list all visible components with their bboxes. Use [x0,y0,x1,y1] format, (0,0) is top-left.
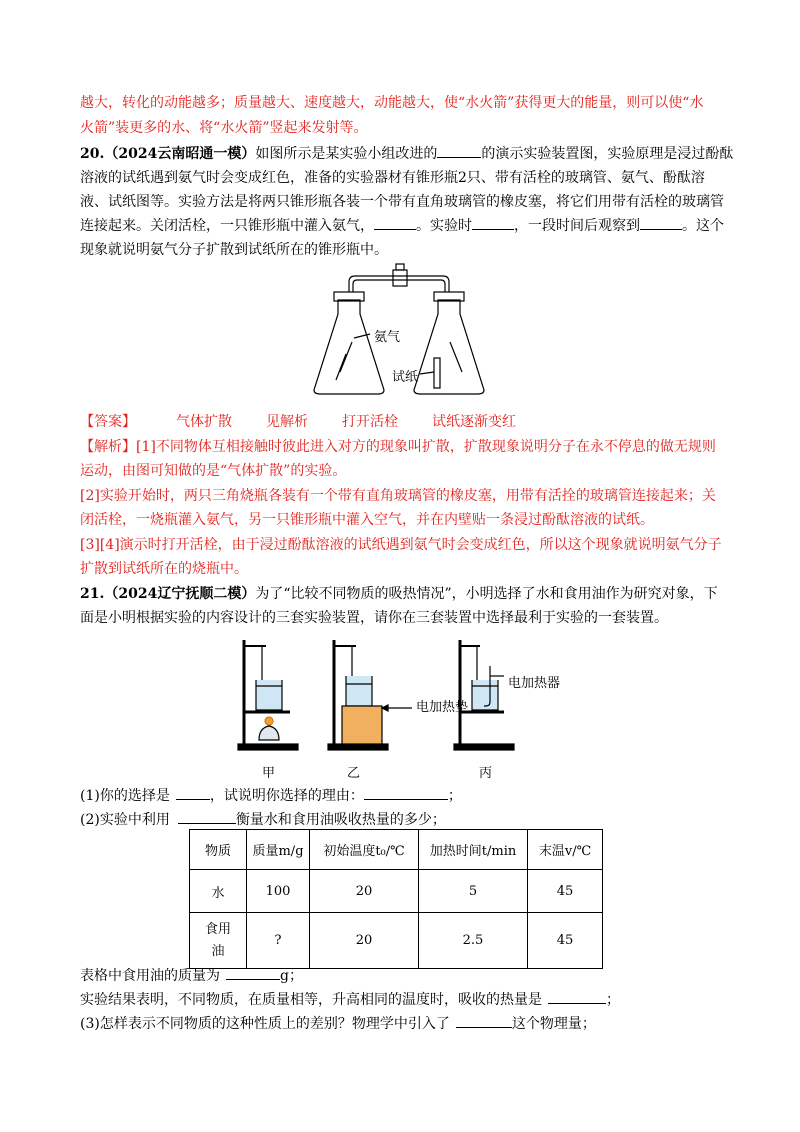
q20-blank-1[interactable] [437,143,481,158]
q20-analysis-line-2: 运动，由图可知做的是“气体扩散”的实验。 [80,463,347,479]
q20-analysis-line-1 [80,436,720,458]
q21-blank-reason[interactable] [364,785,448,800]
q21-number: 21. [80,586,105,602]
label-jia: 甲 [262,766,276,781]
table-header: 物质 [190,830,247,870]
data-table [189,829,603,969]
table-cell: 20 [310,913,419,969]
table-header-row [190,830,603,870]
q20-text: 如图所示是某实验小组改进的 [255,146,438,162]
table-cell: 食用油 [190,913,247,969]
setup-jia [238,640,298,750]
q21-blank-choice[interactable] [176,785,210,800]
q20-text: 的演示实验装置图，实验原理是浸过酚酞 [481,146,734,162]
prev-answer-line-2: 火箭”装更多的水、将“水火箭”竖起来发射等。 [80,120,368,136]
q20-analysis-line-3: [2]实验开始时，两只三角烧瓶各装有一个带有直角玻璃管的橡皮塞，用带有活拴的玻璃管连接起来；关 [80,488,716,504]
q20-analysis-line-6: 扩散到试纸所在的烧瓶中。 [80,561,248,577]
q20-text: 。这个 [682,218,724,234]
q21-text: ； [606,992,620,1008]
q21-blank-oil-mass[interactable] [226,965,280,980]
table-cell: 100 [247,870,310,913]
q21-text: 为了“比较不同物质的吸热情况”，小明选择了水和食用油作为研究对象，下 [255,586,718,602]
q20-line-2: 溶液的试纸遇到氨气时会变成红色，准备的实验器材有锥形瓶2只、带有活栓的玻璃管、氨气、酚酞溶 [80,170,705,186]
q21-text: (3)怎样表示不同物质的这种性质上的差别？物理学中引入了 [80,1016,450,1032]
table-row [190,870,603,913]
heating-setups-figure [232,636,572,758]
table-cell: ? [247,913,310,969]
table-cell: 2.5 [419,913,528,969]
q21-text: 这个物理量； [511,1016,596,1032]
q21-table-line-1 [80,965,720,987]
analysis-tag: 【解析】 [80,439,136,455]
q20-blank-3[interactable] [472,215,514,230]
q20-line-1 [80,143,734,165]
label-electric-heater: 电加热器 [508,676,561,691]
q20-analysis-line-4: 闭活栓，一烧瓶灌入氨气，另一只锥形瓶中灌入空气，并在内壁贴一条浸过酚酞溶液的试纸。 [80,512,654,528]
table-row [190,913,603,969]
label-test-paper: 试纸 [392,370,419,385]
q20-blank-4[interactable] [640,215,682,230]
setup-bing [454,640,514,750]
q21-sub-3 [80,1013,720,1035]
q20-number: 20. [80,146,105,162]
q21-blank-heat[interactable] [548,989,606,1004]
q21-text: 实验结果表明，不同物质，在质量相等，升高相同的温度时，吸收的热量是 [80,992,542,1008]
q20-answer-line [80,411,720,433]
q20-line-4 [80,215,724,237]
q20-text: 。实验时 [416,218,472,234]
q20-source: （2024云南昭通一模） [104,146,256,162]
q21-line-2: 面是小明根据实验的内容设计的三套实验装置，请你在三套装置中选择最利于实验的一套装置。 [80,610,668,626]
q20-line-5: 现象就说明氨气分子扩散到试纸所在的锥形瓶中。 [80,242,388,258]
table-cell: 45 [528,870,603,913]
table-header: 加热时间t/min [419,830,528,870]
setup-yi [328,640,412,750]
answer-1: 气体扩散 [176,414,232,430]
q20-text: 连接起来。关闭活栓，一只锥形瓶中灌入氨气， [80,218,374,234]
q21-text: 表格中食用油的质量为 [80,968,220,984]
table-cell: 水 [190,870,247,913]
label-yi: 乙 [347,766,361,781]
q21-sub-2 [80,809,720,831]
label-bing: 丙 [479,766,493,781]
q20-text: ，一段时间后观察到 [514,218,640,234]
q21-blank-measure[interactable] [178,809,236,824]
table-header: 初始温度t₀/℃ [310,830,419,870]
q21-source: （2024辽宁抚顺二模） [104,586,256,602]
answer-tag: 【答案】 [80,414,136,430]
q20-analysis-line-5: [3][4]演示时打开活栓，由于浸过酚酞溶液的试纸遇到氨气时会变成红色，所以这个现象就说明氨气分子 [80,537,722,553]
table-cell: 5 [419,870,528,913]
q21-text: 衡量水和食用油吸收热量的多少； [235,812,446,828]
label-heating-pad: 电加热垫 [416,700,469,715]
q21-text: g； [280,968,303,984]
q21-blank-quantity[interactable] [456,1013,512,1028]
q21-sub-1 [80,785,720,807]
label-ammonia: 氨气 [374,330,401,345]
table-header: 质量m/g [247,830,310,870]
analysis-text: [1]不同物体互相接触时彼此进入对方的现象叫扩散，扩散现象说明分子在永不停息的做无规则 [136,439,716,455]
q21-table-line-2 [80,989,720,1011]
answer-4: 试纸逐渐变红 [432,414,516,430]
q20-blank-2[interactable] [374,215,416,230]
q21-text: (1)你的选择是 [80,788,170,804]
answer-2: 见解析 [266,414,308,430]
prev-answer-line-1: 越大，转化的动能越多；质量越大、速度越大，动能越大，使“水火箭”获得更大的能量，则可以使“水 [80,95,704,111]
table-cell: 20 [310,870,419,913]
q20-line-3: 液、试纸图等。实验方法是将两只锥形瓶各装一个带有直角玻璃管的橡皮塞，将它们用带有活栓的玻璃管 [80,194,724,210]
answer-3: 打开活栓 [342,414,398,430]
q21-text: ； [447,788,462,804]
q21-line-1 [80,583,720,605]
table-cell: 45 [528,913,603,969]
table-header: 末温v/℃ [528,830,603,870]
q21-text: (2)实验中利用 [80,812,170,828]
q21-text: ，试说明你选择的理由： [209,788,364,804]
